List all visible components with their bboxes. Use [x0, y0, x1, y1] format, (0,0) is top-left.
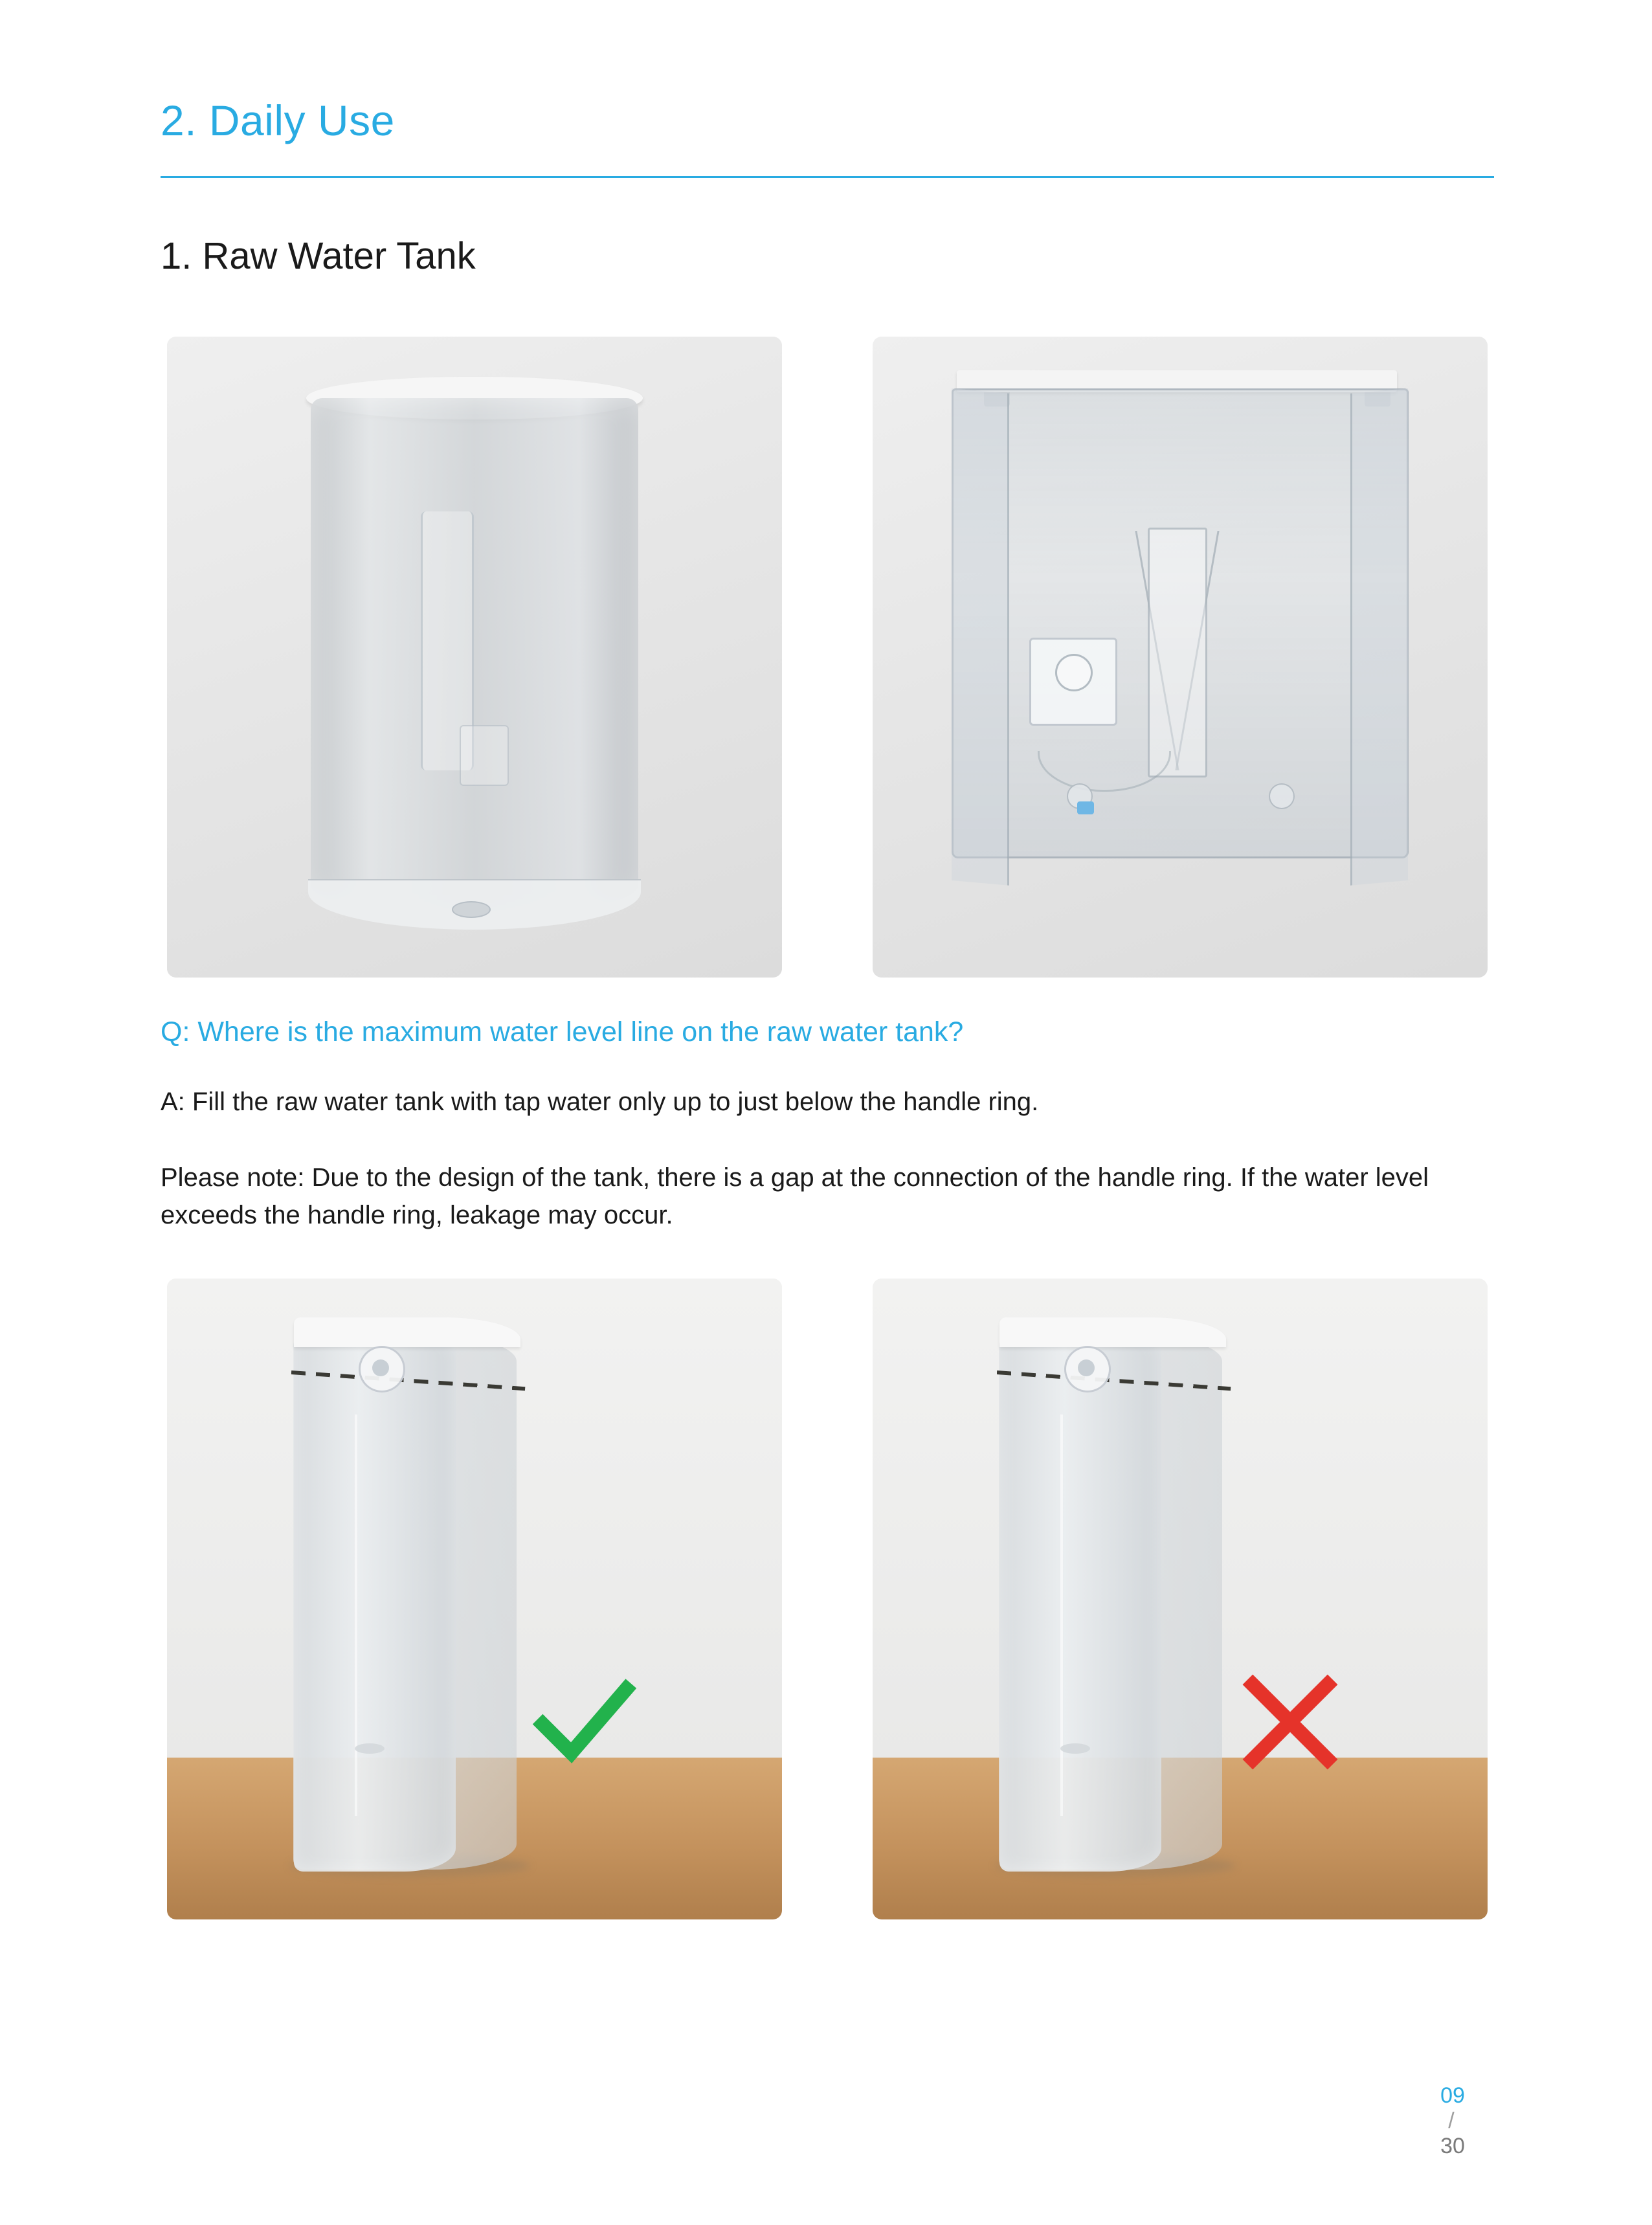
- tank-bottom-valve: [1060, 1743, 1090, 1754]
- tank-lid: [294, 1317, 520, 1347]
- tank-bottom-valve: [452, 901, 491, 918]
- tank-center-channel: [1148, 528, 1207, 777]
- tank-bottom-valve: [355, 1743, 385, 1754]
- tank-lid: [999, 1317, 1226, 1347]
- page-separator: /: [1448, 2108, 1455, 2134]
- tank-body: [311, 398, 638, 916]
- page-current: 09: [1440, 2083, 1465, 2108]
- faq-answer: A: Fill the raw water tank with tap water only up to just below the handle ring.: [161, 1088, 1039, 1116]
- tank-blue-seal: [1077, 801, 1094, 814]
- faq-note: Please note: Due to the design of the tank, there is a gap at the connection of the handle ring. If the water level exceeds the handle ring, leakage may occur.: [161, 1163, 1429, 1229]
- tank-side-wall-left: [952, 388, 1009, 886]
- cross-mark-icon: [1235, 1667, 1345, 1777]
- raw-water-tank-front-photo: [167, 337, 782, 978]
- check-mark-icon: [530, 1667, 640, 1777]
- tank-inner-edge: [355, 1414, 357, 1816]
- handle-ring-knob: [359, 1346, 405, 1392]
- tank-side-wall-right: [1350, 388, 1408, 886]
- handle-ring-knob: [1064, 1346, 1111, 1392]
- correct-water-level-photo: [167, 1279, 782, 1919]
- page-number: [1414, 2083, 1491, 2159]
- faq-question: Q: Where is the maximum water level line on the raw water tank?: [161, 1016, 964, 1047]
- tank-logo-text: [394, 510, 517, 536]
- tank-inner-edge: [1060, 1414, 1063, 1816]
- chapter-title: 2. Daily Use: [161, 96, 395, 144]
- raw-water-tank-rear-photo: [873, 337, 1488, 978]
- incorrect-water-level-photo: [873, 1279, 1488, 1919]
- header-divider: [161, 176, 1494, 178]
- tank-inner-block: [460, 725, 509, 786]
- tank-valve-knob: [1055, 654, 1093, 691]
- tank-front-profile: [294, 1328, 456, 1872]
- page-total: 30: [1440, 2134, 1465, 2159]
- section-title: 1. Raw Water Tank: [161, 235, 476, 277]
- tank-screw-right: [1269, 783, 1295, 809]
- tank-front-profile: [999, 1328, 1161, 1872]
